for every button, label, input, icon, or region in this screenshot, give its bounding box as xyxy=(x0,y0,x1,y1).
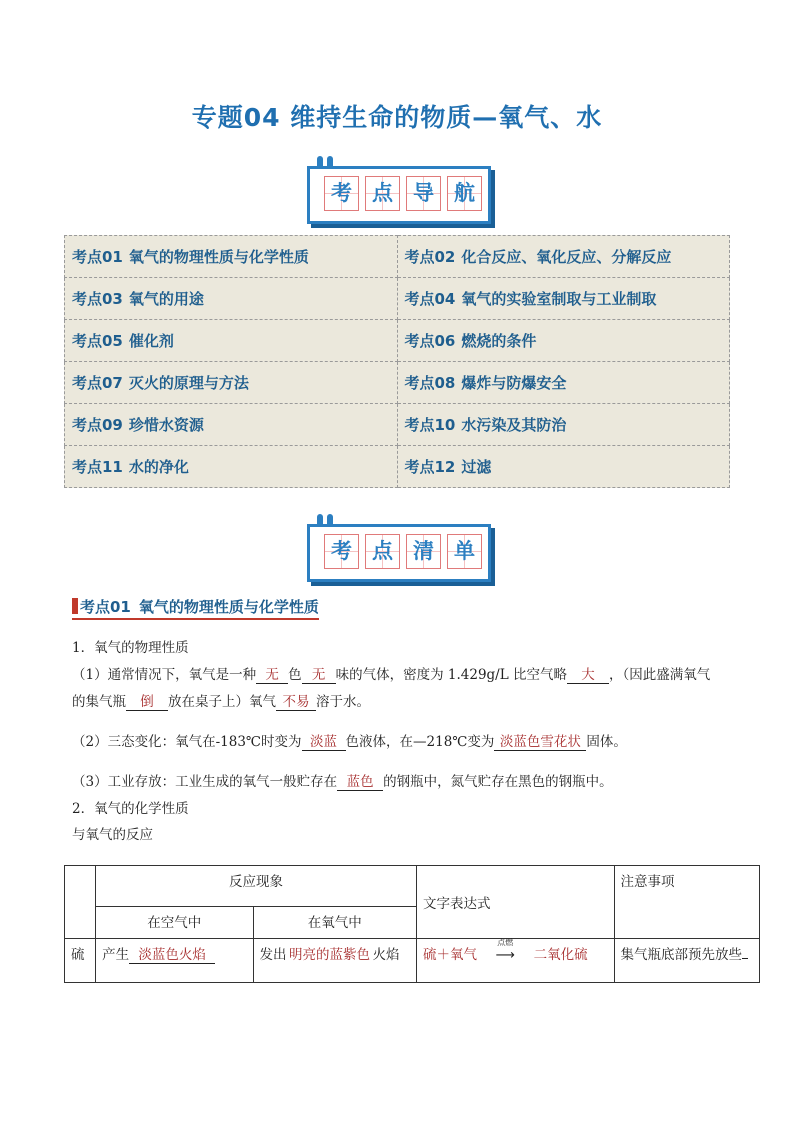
nav-item[interactable]: 考点04 氧气的实验室制取与工业制取 xyxy=(397,278,730,320)
nav-item[interactable]: 考点03 氧气的用途 xyxy=(65,278,398,320)
section-marker xyxy=(72,598,78,614)
badge-char: 清 xyxy=(406,534,441,569)
paragraph-3: （3）工业存放：工业生成的氧气一般贮存在 蓝色 的钢瓶中，氮气贮存在黑色的钢瓶中。 xyxy=(72,770,613,791)
answer-blank: 蓝色 xyxy=(337,770,383,791)
subheading-chemical: 2．氧气的化学性质 xyxy=(72,801,189,817)
arrow-icon: ⟶ xyxy=(495,947,515,963)
header-in-oxygen: 在氧气中 xyxy=(253,907,416,939)
badge-char: 考 xyxy=(324,176,359,211)
header-expression: 文字表达式 xyxy=(416,866,614,939)
answer-blank: 淡蓝色火焰 xyxy=(129,943,215,964)
reaction-table xyxy=(64,865,760,983)
header-phenomenon: 反应现象 xyxy=(96,866,417,907)
answer-blank: 倒 xyxy=(126,690,168,711)
badge-char: 点 xyxy=(365,534,400,569)
subheading-physical: 1．氧气的物理性质 xyxy=(72,640,189,656)
badge-char: 导 xyxy=(406,176,441,211)
nav-item[interactable]: 考点05 催化剂 xyxy=(65,320,398,362)
row-label: 硫 xyxy=(65,939,96,983)
nav-item[interactable]: 考点10 水污染及其防治 xyxy=(397,404,730,446)
paragraph-1-line2: 的集气瓶 倒 放在桌子上）氧气 不易 溶于水。 xyxy=(72,690,370,711)
nav-item[interactable]: 考点02 化合反应、氧化反应、分解反应 xyxy=(397,236,730,278)
nav-item[interactable]: 考点07 灭火的原理与方法 xyxy=(65,362,398,404)
reaction-arrow xyxy=(481,938,529,963)
badge-char: 考 xyxy=(324,534,359,569)
cell-air: 产生 淡蓝色火焰 xyxy=(96,939,253,983)
table-row xyxy=(65,939,760,983)
subheading-reaction: 与氧气的反应 xyxy=(72,827,153,843)
header-in-air: 在空气中 xyxy=(96,907,253,939)
condition-label: 点燃 xyxy=(497,938,514,947)
nav-item[interactable]: 考点09 珍惜水资源 xyxy=(65,404,398,446)
badge-char: 航 xyxy=(447,176,482,211)
page-title: 专题04 维持生命的物质—氧气、水 xyxy=(191,103,603,132)
header-notes: 注意事项 xyxy=(614,866,759,939)
section-heading: 考点01 氧气的物理性质与化学性质 xyxy=(72,596,319,620)
answer-blank: 无 xyxy=(302,663,336,684)
cell-notes: 集气瓶底部预先放些 xyxy=(614,939,759,983)
badge-char: 点 xyxy=(365,176,400,211)
paragraph-1-line1: （1）通常情况下，氧气是一种 无 色 无 味的气体，密度为 1.429g/L 比空气略 大 ，（因此盛满氧气 xyxy=(72,663,710,684)
topic-nav-table xyxy=(64,235,730,488)
answer-blank: 淡蓝 xyxy=(302,730,346,751)
paragraph-2: （2）三态变化：氧气在-183℃时变为 淡蓝 色液体，在—218℃变为 淡蓝色雪花状 固体。 xyxy=(72,730,627,751)
badge-char: 单 xyxy=(447,534,482,569)
answer-blank: 淡蓝色雪花状 xyxy=(494,730,586,751)
cell-oxygen: 发出 明亮的蓝紫色 火焰 xyxy=(253,939,416,983)
nav-item[interactable]: 考点06 燃烧的条件 xyxy=(397,320,730,362)
section-badge-list xyxy=(305,514,495,582)
answer-blank: 明亮的蓝紫色 xyxy=(289,947,371,963)
section-badge-nav xyxy=(305,156,495,224)
cell-expression: 硫＋氧气 点燃 ⟶ 二氧化硫 xyxy=(416,939,614,983)
answer-blank xyxy=(742,958,748,959)
nav-item[interactable]: 考点01 氧气的物理性质与化学性质 xyxy=(65,236,398,278)
nav-item[interactable]: 考点12 过滤 xyxy=(397,446,730,488)
answer-blank: 不易 xyxy=(276,690,316,711)
nav-item[interactable]: 考点08 爆炸与防爆安全 xyxy=(397,362,730,404)
answer-blank: 大 xyxy=(567,663,609,684)
answer-blank: 无 xyxy=(256,663,288,684)
nav-item[interactable]: 考点11 水的净化 xyxy=(65,446,398,488)
